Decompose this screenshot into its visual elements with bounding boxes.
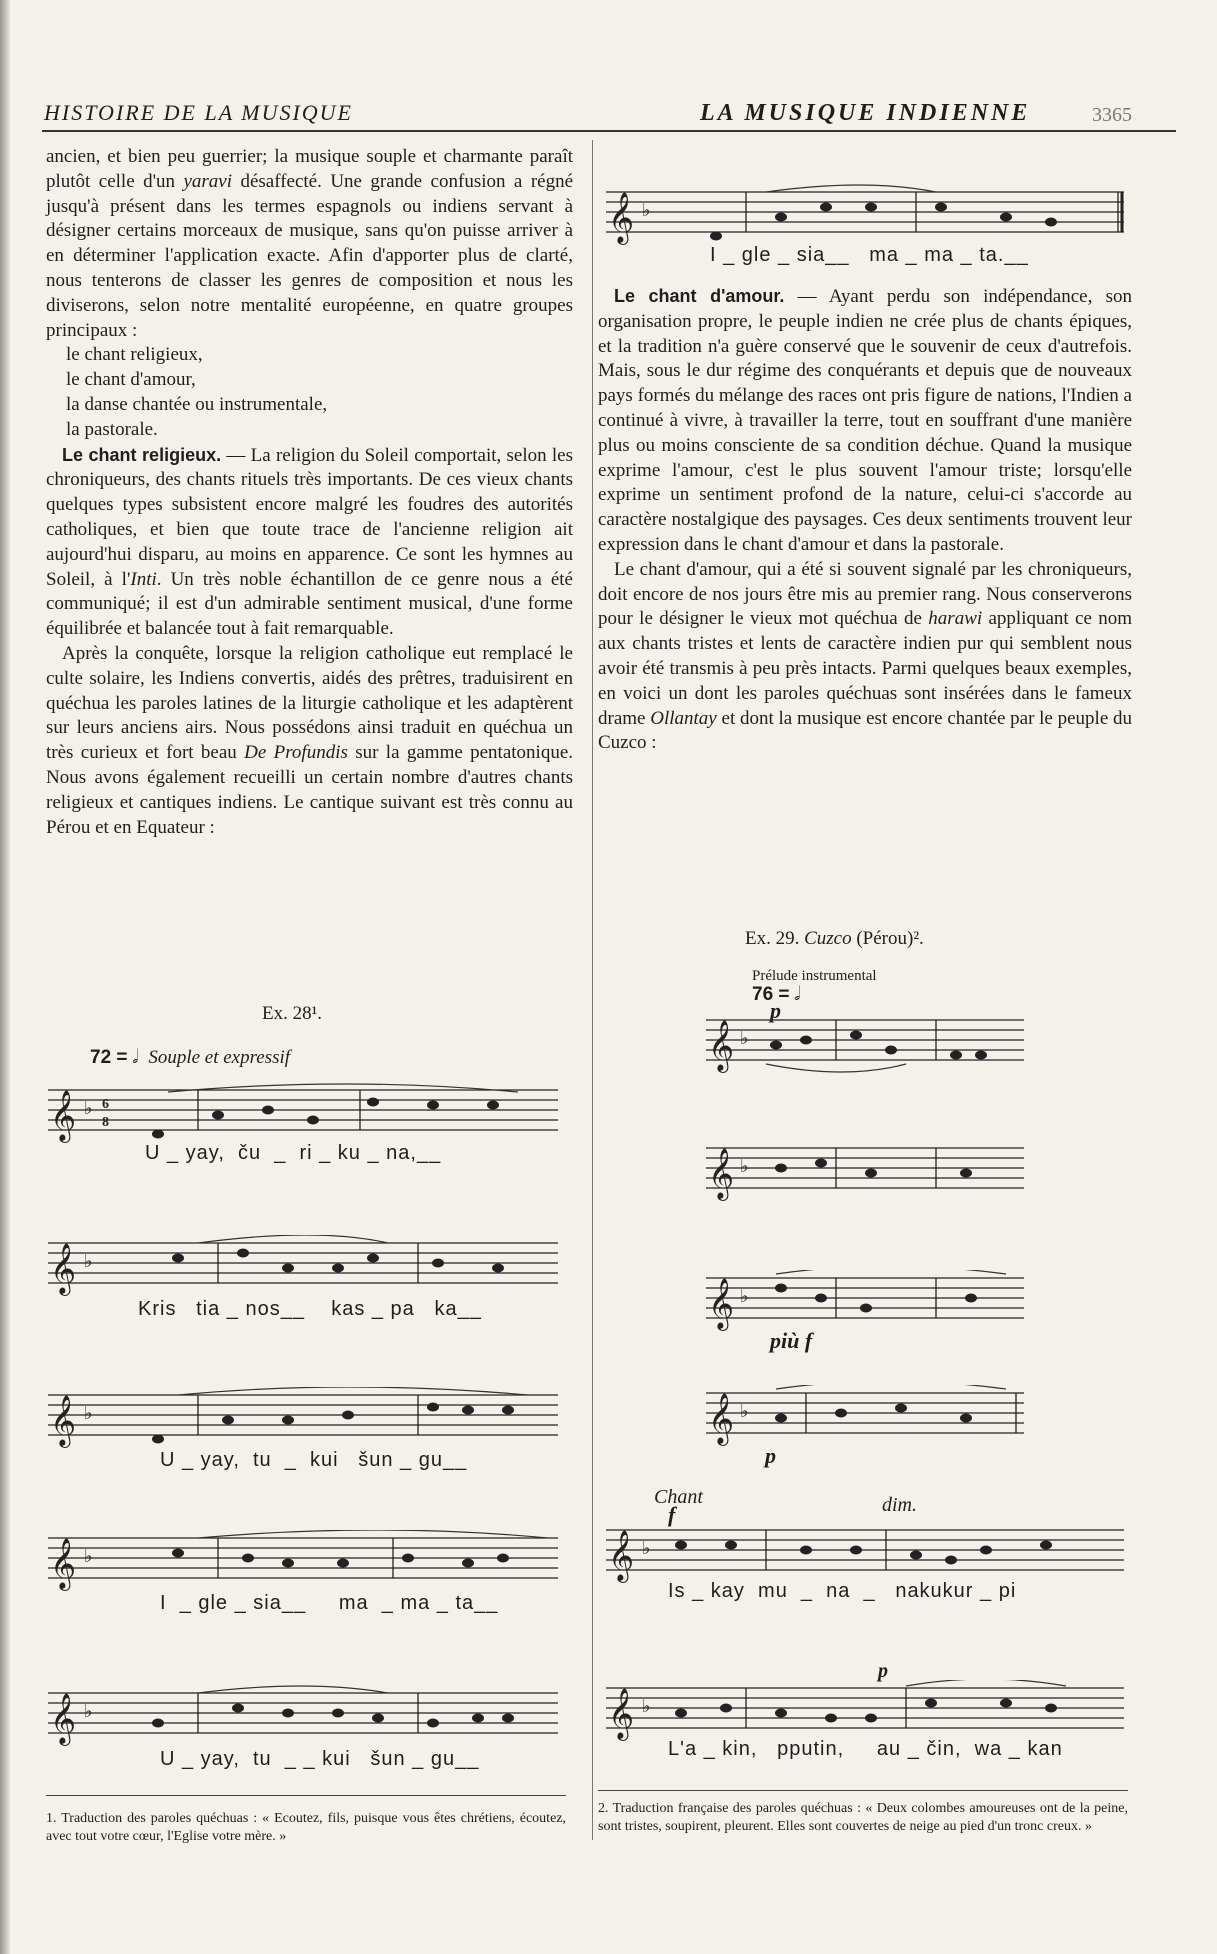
example-label: [745, 928, 924, 950]
dim-marking: dim.: [882, 1494, 917, 1516]
tempo-text: Souple et expressif: [148, 1047, 291, 1068]
text: (Pérou)².: [856, 928, 924, 949]
paragraph: [598, 284, 1132, 558]
svg-text:♭: ♭: [84, 1403, 93, 1423]
italic-term: Cuzco: [804, 928, 852, 949]
footnote-1: 1. Traduction des paroles quéchuas : « Ecoutez, fils, puisque vous êtes chrétiens, écoutez, avec tout votre cœur, l'Eglise votre mère. »: [46, 1811, 566, 1844]
italic-term: Ollantay: [650, 707, 717, 729]
prelude-label: Prélude instrumental: [752, 968, 877, 984]
paragraph: [598, 558, 1132, 756]
text: sur la gamme pentatonique. Nous avons également recueilli un certain nombre d'autres chants religieux et cantiques indiens. Le cantique suivant est très connu au Pérou et en Equateur :: [46, 742, 574, 838]
text: Après la conquête, lorsque la religion catholique eut remplacé le culte solaire, les Indiens convertis, aidés des prêtres, traduisirent en quéchua les paroles latines de la liturgie catholique et les adaptèrent sur leurs anciens airs. Nous possédons ainsi traduit en quéchua un très curieux et fort beau: [46, 642, 573, 764]
music-staff: [706, 1270, 1026, 1332]
tempo-marking: [90, 1047, 290, 1069]
svg-text:𝄞: 𝄞: [708, 1149, 735, 1198]
metronome: 72 =: [90, 1047, 128, 1068]
text: — La religion du Soleil comportait, selon les chroniqueurs, des chants rituels très importants. De ces vieux chants quelques types subsistent encore malgré les foudres des autorités catholiques, et bien que toute trace de l'ancienne religion ait aujourd'hui disparu, au moins en apparence. Ce sont les hymnes au Soleil, à l': [46, 444, 573, 590]
right-column-text: [598, 284, 1132, 756]
svg-text:8: 8: [102, 1115, 109, 1130]
paragraph: [46, 145, 573, 343]
music-staff: [48, 1082, 560, 1144]
music-staff: [48, 1235, 560, 1297]
svg-text:♭: ♭: [84, 1546, 93, 1566]
paragraph: [46, 443, 573, 642]
dynamic-marking: p: [878, 1660, 888, 1682]
example-label: Ex. 28¹.: [262, 1003, 323, 1024]
italic-term: Inti: [130, 568, 157, 590]
italic-term: harawi: [928, 608, 983, 630]
lyrics-line: L'a _ kin, pputin, au _ čin, wa _ kan: [668, 1738, 1063, 1760]
chant-label: Chant: [654, 1486, 703, 1508]
dynamic-marking: p: [765, 1443, 776, 1468]
text: Ex. 29.: [745, 928, 800, 949]
list-item: le chant d'amour,: [66, 369, 196, 391]
italic-term: yaravi: [183, 170, 233, 192]
svg-text:𝄞: 𝄞: [50, 1396, 77, 1445]
lyrics-line: I _ gle _ sia__ ma _ ma _ ta__: [160, 1592, 499, 1614]
svg-text:𝄞: 𝄞: [708, 1279, 735, 1328]
text: . Un très noble échantillon de ce genre nous a été communiqué; il est d'un admirable sentiment musical, d'une forme équilibrée et balancée tout à fait remarquable.: [46, 568, 573, 640]
music-staff: [706, 1012, 1026, 1074]
lyrics-line: Kris tia _ nos__ kas _ pa ka__: [138, 1298, 482, 1320]
running-head-right: LA MUSIQUE INDIENNE: [700, 100, 1031, 126]
half-note-icon: 𝅗𝅥: [794, 984, 801, 1005]
music-staff: [48, 1530, 560, 1592]
footnote-2: 2. Traduction française des paroles quéchuas : « Deux colombes amoureuses ont de la peine, sont tristes, soupirent, pleurent. Elles sont couvertes de neige au pied d'un tronc creux. »: [598, 1801, 1128, 1834]
music-staff: [48, 1387, 560, 1449]
list-item: la pastorale.: [66, 418, 158, 440]
half-note-icon: 𝅗𝅥: [132, 1047, 139, 1068]
footnote-rule: [46, 1795, 566, 1796]
music-staff: [706, 1140, 1026, 1202]
text: Le chant d'amour, qui a été si souvent signalé par les chroniqueurs, doit encore de nos jours être mis au premier rang. Nous conserverons pour le désigner le vieux mot quéchua de: [598, 558, 1132, 630]
svg-text:♭: ♭: [84, 1701, 93, 1721]
svg-text:𝄞: 𝄞: [708, 1394, 735, 1443]
svg-text:♭: ♭: [642, 1696, 651, 1716]
lyrics-line: U _ yay, tu _ kui šun _ gu__: [160, 1449, 468, 1471]
list-item: le chant religieux,: [66, 344, 203, 366]
music-staff: [606, 1680, 1126, 1742]
list-item: la danse chantée ou instrumentale,: [66, 393, 328, 415]
dynamic-marking: p: [770, 998, 781, 1023]
column-rule: [592, 140, 593, 1840]
text: — Ayant perdu son indépendance, son organisation propre, le peuple indien ne crée plus de chants épiques, et la tradition n'a guère conservé que le souvenir de ceux d'autrefois. Mais, sous le dur régime des conquérants et depuis que de nouveaux pays formés du mélange des races ont pris figure de nations, l'Indien a continué à vivre, à travailler la terre, tout en souffrant d'une manière plus ou moins consciente de sa condition déchue. Quand la musique exprime l'amour, c'est le plus souvent l'amour triste; lorsqu'elle exprime un sentiment profond de la nature, celui-ci s'accorde au caractère nostalgique des paysages. Ces deux sentiments trouvent leur expression dans le chant d'amour et dans la pastorale.: [598, 286, 1132, 555]
dynamic-marking: più f: [770, 1328, 813, 1353]
page-edge-shadow: [0, 0, 10, 1954]
svg-text:𝄞: 𝄞: [708, 1021, 735, 1070]
lyrics-line: Is _ kay mu _ na _ nakukur _ pi: [668, 1580, 1017, 1602]
svg-text:𝄞: 𝄞: [50, 1244, 77, 1293]
footnote-rule: [598, 1790, 1128, 1791]
svg-text:6: 6: [102, 1097, 109, 1112]
svg-text:♭: ♭: [740, 1286, 749, 1306]
section-title: Le chant d'amour.: [614, 286, 785, 306]
metronome: 76 =: [752, 984, 790, 1005]
svg-text:♭: ♭: [642, 200, 651, 220]
svg-text:♭: ♭: [642, 1538, 651, 1558]
svg-text:𝄞: 𝄞: [608, 1531, 635, 1580]
lyrics-line: I _ gle _ sia__ ma _ ma _ ta.__: [710, 244, 1029, 266]
running-head-left: HISTOIRE DE LA MUSIQUE: [44, 100, 353, 125]
svg-text:♭: ♭: [740, 1028, 749, 1048]
svg-text:♭: ♭: [740, 1401, 749, 1421]
section-title: Le chant religieux.: [62, 444, 222, 465]
paragraph: [46, 642, 573, 840]
svg-text:♭: ♭: [84, 1251, 93, 1271]
svg-text:𝄞: 𝄞: [50, 1091, 77, 1140]
music-staff: [706, 1385, 1026, 1447]
text: appliquant ce nom aux chants tristes et lents de caractère indien pur qui semblent nous avoir été transmis à peu près intacts. Parmi quelques beaux exemples, en voici un dont les paroles quéchuas sont insérées dans le fameux drame: [598, 608, 1133, 729]
music-staff: [606, 184, 1126, 246]
svg-text:𝄞: 𝄞: [608, 1689, 635, 1738]
text: ancien, et bien peu guerrier; la musique souple et charmante paraît plutôt celle d'un: [46, 146, 573, 192]
dynamic-marking: f: [668, 1502, 676, 1527]
svg-text:𝄞: 𝄞: [50, 1694, 77, 1743]
lyrics-line: U _ yay, tu _ _ kui šun _ gu__: [160, 1748, 480, 1770]
left-column-text: [46, 145, 573, 840]
svg-text:𝄞: 𝄞: [50, 1539, 77, 1588]
svg-text:♭: ♭: [740, 1156, 749, 1176]
svg-text:𝄞: 𝄞: [608, 193, 635, 242]
page-number: 3365: [1092, 104, 1132, 126]
header-rule: [42, 130, 1176, 132]
music-staff: [48, 1685, 560, 1747]
svg-text:♭: ♭: [84, 1098, 93, 1118]
text: et dont la musique est encore chantée par le peuple du Cuzco :: [598, 707, 1133, 754]
italic-term: De Profundis: [244, 742, 348, 764]
music-staff: [606, 1522, 1126, 1584]
lyrics-line: U _ yay, ču _ ri _ ku _ na,__: [145, 1142, 442, 1164]
text: désaffecté. Une grande confusion a régné jusqu'à présent dans les termes espagnols ou indiens servant à désigner certains morceaux de musique, sans qu'on puisse arriver à en déterminer l'application exacte. Afin d'apporter plus de clarté, nous tenterons de classer les genres de composition et nous les diviserons, selon notre mentalité européenne, en quatre groupes principaux :: [46, 170, 574, 341]
